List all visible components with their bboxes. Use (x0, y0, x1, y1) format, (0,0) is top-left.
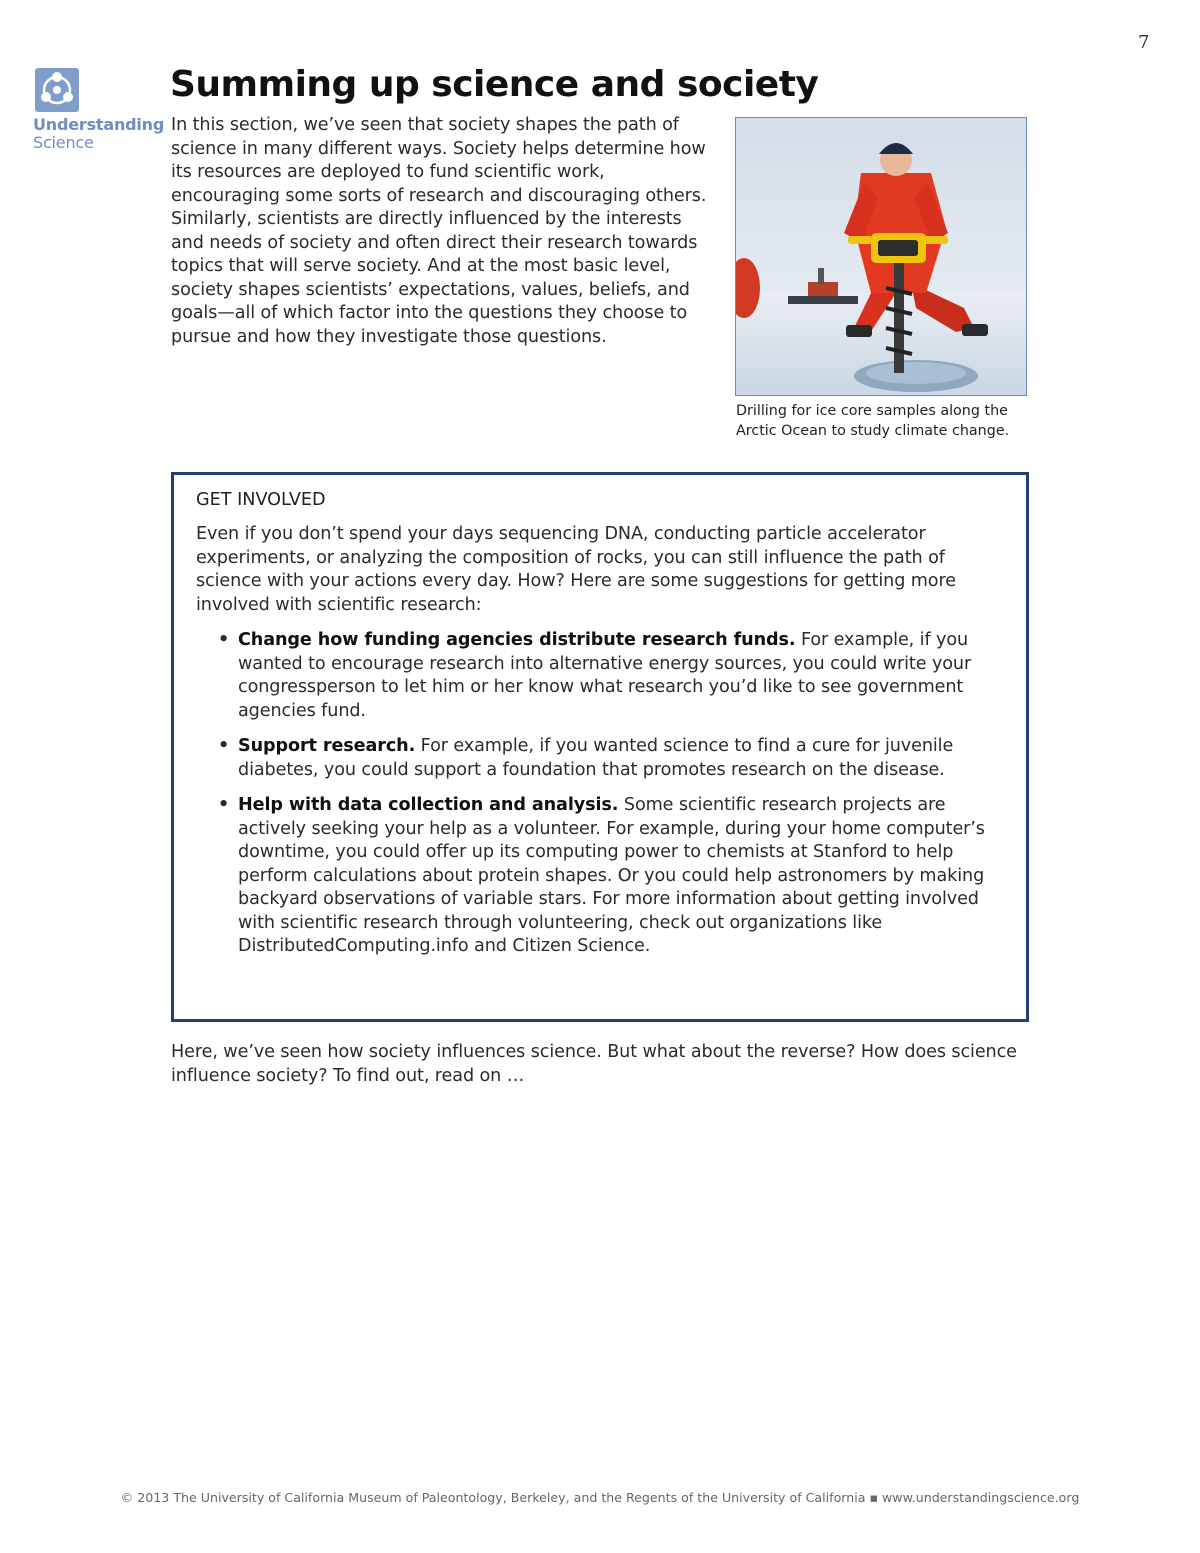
understanding-science-logo (33, 68, 163, 152)
bullet-icon: • (218, 736, 230, 756)
closing-paragraph: Here, we’ve seen how society influences science. But what about the reverse? How does science influence society? To find out, read on … (171, 1042, 1017, 1086)
logo-line-1: Understanding (33, 115, 165, 134)
logo-emblem-icon (35, 68, 79, 112)
suggestion-lead: Change how funding agencies distribute research funds. (238, 630, 796, 650)
list-item (196, 629, 1004, 723)
list-item (196, 794, 1004, 959)
page-number: 7 (1138, 32, 1150, 53)
intro-paragraph: In this section, we’ve seen that society shapes the path of science in many different ways. Society helps determine how its resources are deployed to fund scientific work, encouraging some sorts of research and discouraging others. Similarly, scientists are directly influenced by the interests and needs of society and often direct their research towards topics that will serve society. And at the most basic level, society shapes scientists’ expectations, values, beliefs, and goals—all of which factor into the questions they choose to pursue and how they investigate those questions. (171, 115, 707, 347)
suggestion-text: Some scientific research projects are actively seeking your help as a volunteer. For example, during your home computer’s downtime, you could offer up its computing power to chemists at Stanford to help perform calculations about protein shapes. Or you could help astronomers by making backyard observations of variable stars. For more information about getting involved with scientific research through volunteering, check out organizations like DistributedComputing.info and Citizen Science. (238, 795, 985, 956)
get-involved-heading: GET INVOLVED (196, 490, 326, 510)
page-title: Summing up science and society (170, 64, 819, 105)
bullet-icon: • (218, 630, 230, 650)
suggestion-text: For example, if you wanted to encourage research into alternative energy sources, you could write your congressperson to let him or her know what research you’d like to see government agencies fund. (238, 630, 972, 721)
suggestion-text: For example, if you wanted science to find a cure for juvenile diabetes, you could support a foundation that promotes research on the disease. (238, 736, 954, 780)
suggestion-lead: Help with data collection and analysis. (238, 795, 619, 815)
get-involved-intro: Even if you don’t spend your days sequencing DNA, conducting particle accelerator experiments, or analyzing the composition of rocks, you can still influence the path of science with your actions every day. How? Here are some suggestions for getting more involved with scientific research: (196, 524, 956, 615)
suggestion-list (196, 629, 1004, 959)
copyright-footer: © 2013 The University of California Museum of Paleontology, Berkeley, and the Regents of the University of California ▪ www.understandingscience.org (120, 1490, 1080, 1505)
photo-caption: Drilling for ice core samples along the Arctic Ocean to study climate change. (736, 403, 1010, 439)
ice-drilling-photo (735, 117, 1027, 396)
get-involved-box (171, 472, 1029, 1022)
logo-line-2: Science (33, 133, 94, 152)
bullet-icon: • (218, 795, 230, 815)
suggestion-lead: Support research. (238, 736, 416, 756)
list-item (196, 735, 1004, 782)
